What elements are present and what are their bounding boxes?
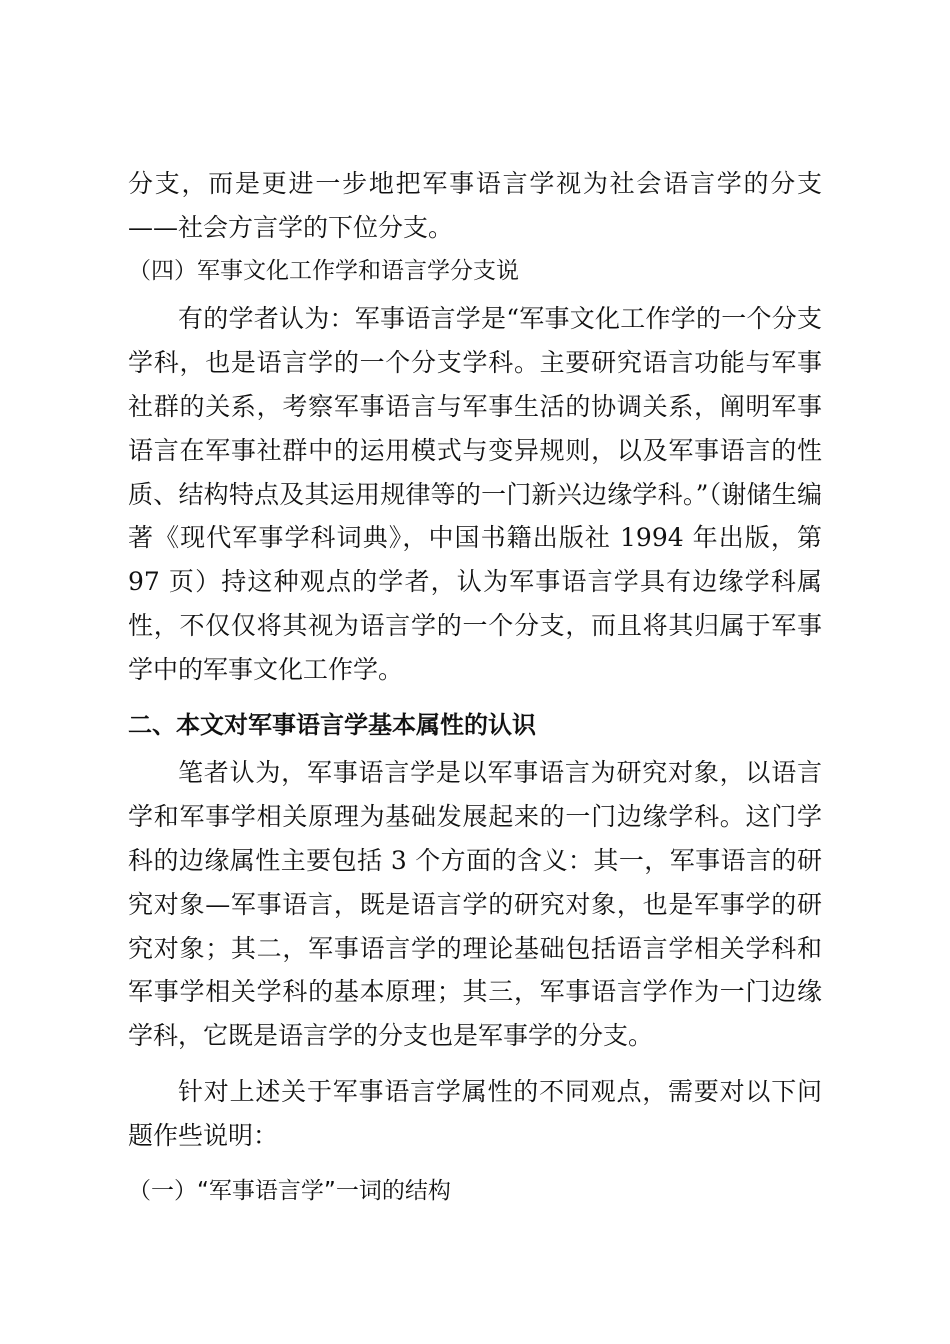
sub-heading-four: （四）军事文化工作学和语言学分支说 xyxy=(128,257,519,284)
sub-heading-one: （一）“军事语言学”一词的结构 xyxy=(128,1177,451,1204)
paragraph-scholar-view: 有的学者认为：军事语言学是“军事文化工作学的一个分支学科，也是语言学的一个分支学科。主要研究语言功能与军事社群的关系，考察军事语言与军事生活的协调关系，阐明军事语言在军事社群中的运用模式与变异规则，以及军事语言的性质、结构特点及其运用规律等的一门新兴边缘学科。”（谢储生编著《现代军事学科词典》，中国书籍出版社 1994 年出版，第 97 页）持这种观点的学者，认为军事语言学具有边缘学科属性，不仅仅将其视为语言学的一个分支，而且将其归属于军事学中的军事文化工作学。 xyxy=(128,304,822,684)
paragraph-continuation: 分支，而是更进一步地把军事语言学视为社会语言学的分支——社会方言学的下位分支。 xyxy=(128,169,822,242)
paragraph-explanation-intro: 针对上述关于军事语言学属性的不同观点，需要对以下问题作些说明： xyxy=(128,1076,822,1150)
paragraph-author-view: 笔者认为，军事语言学是以军事语言为研究对象，以语言学和军事学相关原理为基础发展起来的一门边缘学科。这门学科的边缘属性主要包括 3 个方面的含义：其一，军事语言的研究对象—军事语言，既是语言学的研究对象，也是军事学的研究对象；其二，军事语言学的理论基础包括语言学相关学科和军事学相关学科的基本原理；其三，军事语言学作为一门边缘学科，它既是语言学的分支也是军事学的分支。 xyxy=(128,758,822,1051)
section-heading-two: 二、本文对军事语言学基本属性的认识 xyxy=(128,710,536,739)
document-body xyxy=(128,162,822,1213)
